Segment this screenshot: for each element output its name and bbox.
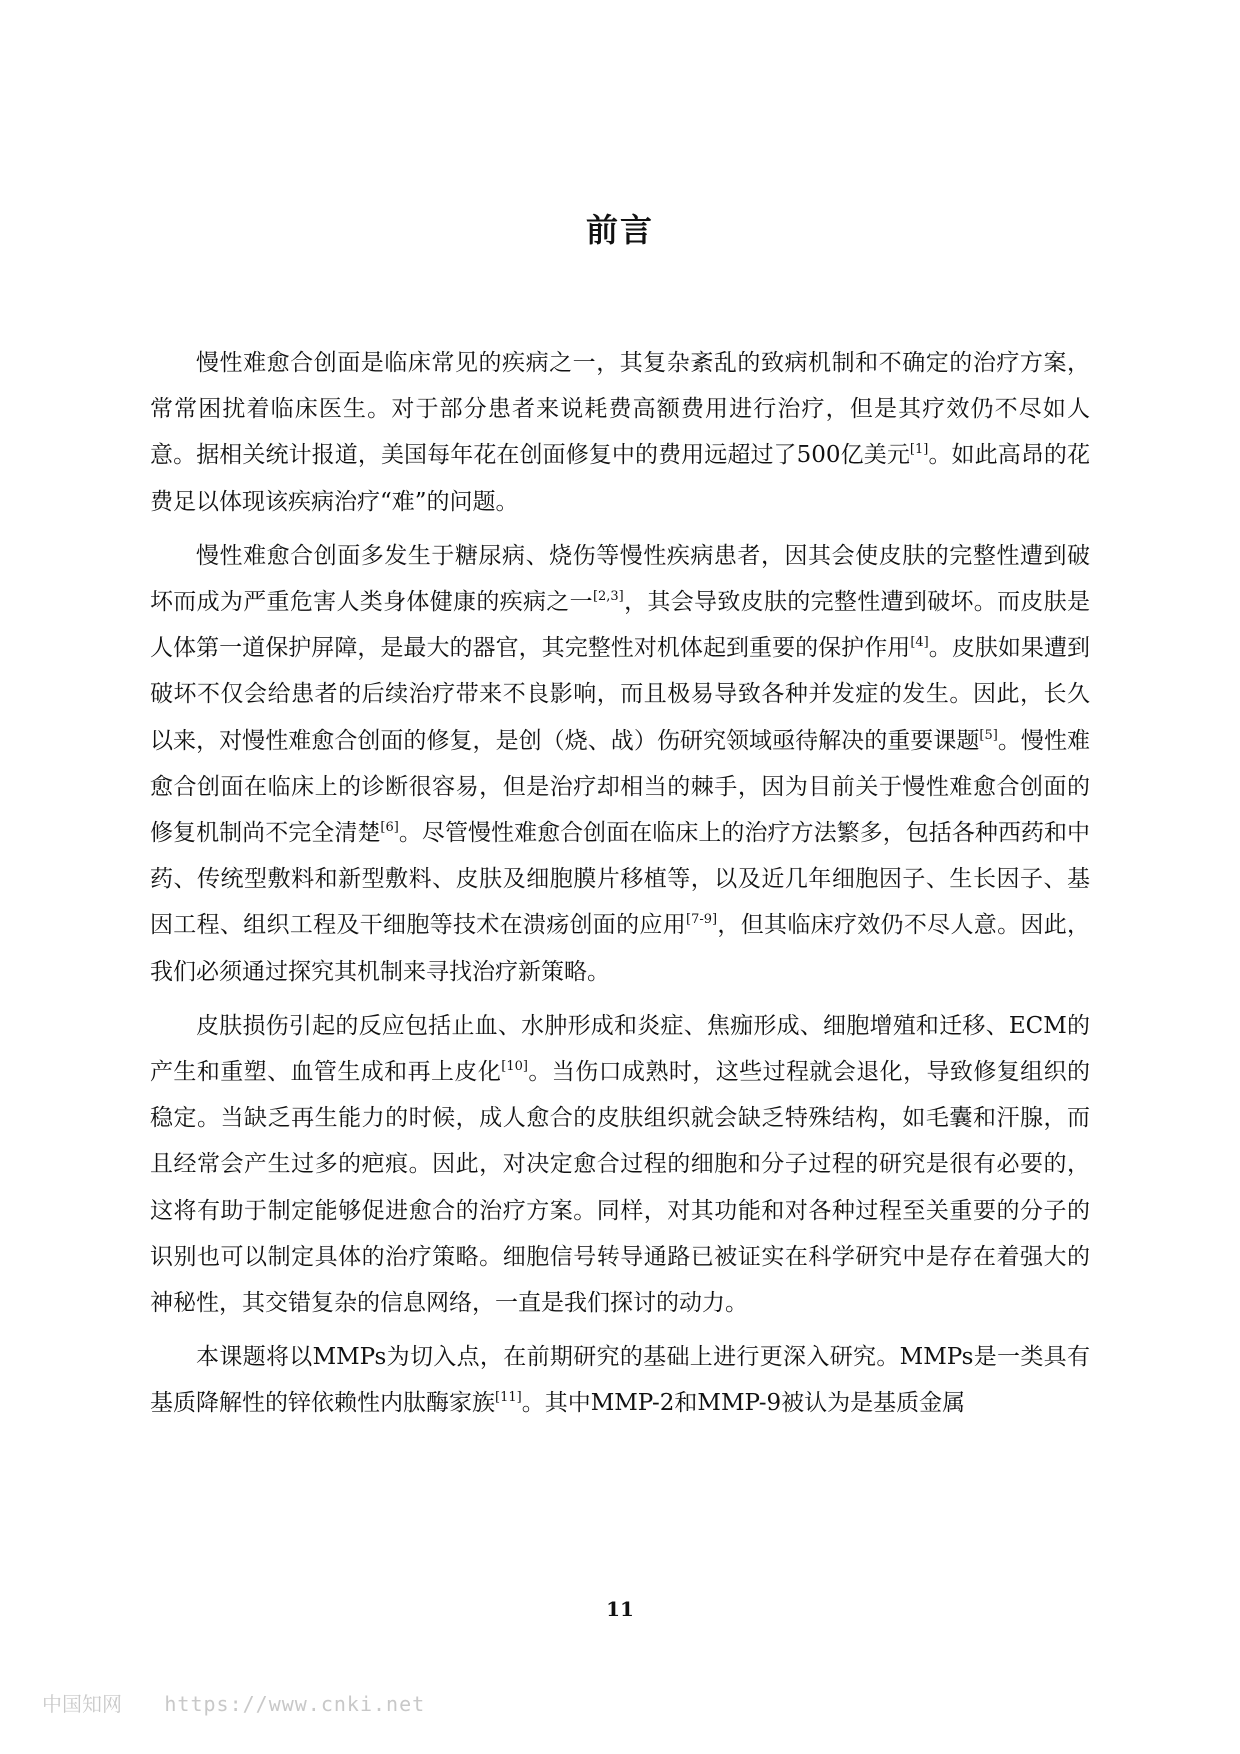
paragraph	[150, 533, 1090, 995]
text-run: ，其会导致皮肤的完整性遭到破坏。而皮肤是人体第一道保护屏障，是最大的器官，其完整性对机体起到重要的保护作用	[150, 589, 1091, 662]
text-run: 。皮肤如果遭到破坏不仅会给患者的后续治疗带来不良影响，而且极易导致各种并发症的发生。因此，长久以来，对慢性难愈合创面的修复，是创（烧、战）伤研究领域亟待解决的重要课题	[150, 635, 1091, 754]
paragraph	[150, 340, 1090, 525]
citation: [5]	[979, 727, 998, 743]
text-run: 慢性难愈合创面多发生于糖尿病、烧伤等慢性疾病患者，因其会使皮肤的完整性遭到破坏而成为严重危害人类身体健康的疾病之一	[150, 542, 1090, 616]
text-run: 。如此高昂的花费足以体现该疾病治疗“难”的问题。	[150, 442, 1091, 515]
citation: [10]	[501, 1059, 528, 1075]
watermark-site: 中国知网	[42, 1692, 122, 1716]
text-run: 。尽管慢性难愈合创面在临床上的治疗方法繁多，包括各种西药和中药、传统型敷料和新型敷料、皮肤及细胞膜片移植等，以及近几年细胞因子、生长因子、基因工程、组织工程及干细胞等技术在溃疡创面的应用	[150, 820, 1091, 939]
text-run: 慢性难愈合创面是临床常见的疾病之一，其复杂紊乱的致病机制和不确定的治疗方案，常常困扰着临床医生。对于部分患者来说耗费高额费用进行治疗，但是其疗效仍不尽如人意。据相关统计报道，美国每年花在创面修复中的费用远超过了500亿美元	[150, 350, 1090, 469]
body-text	[150, 340, 1090, 1427]
text-run: 皮肤损伤引起的反应包括止血、水肿形成和炎症、焦痂形成、细胞增殖和迁移、ECM的产生和重塑、血管生成和再上皮化	[150, 1012, 1090, 1086]
citation: [1]	[909, 442, 929, 458]
paragraph	[150, 1334, 1090, 1426]
watermark	[42, 1688, 425, 1717]
text-run: 。当伤口成熟时，这些过程就会退化，导致修复组织的稳定。当缺乏再生能力的时候，成人愈合的皮肤组织就会缺乏特殊结构，如毛囊和汗腺，而且经常会产生过多的疤痕。因此，对决定愈合过程的细胞和分子过程的研究是很有必要的，这将有助于制定能够促进愈合的治疗方案。同样，对其功能和对各种过程至关重要的分子的识别也可以制定具体的治疗策略。细胞信号转导通路已被证实在科学研究中是存在着强大的神秘性，其交错复杂的信息网络，一直是我们探讨的动力。	[150, 1059, 1091, 1317]
page-title: 前言	[585, 211, 654, 249]
text-run: 。慢性难愈合创面在临床上的诊断很容易，但是治疗却相当的棘手，因为目前关于慢性难愈合创面的修复机制尚不完全清楚	[150, 727, 1091, 847]
citation: [7-9]	[686, 912, 718, 928]
text-run: 。其中MMP-2和MMP-9被认为是基质金属	[521, 1390, 966, 1417]
citation: [2,3]	[592, 589, 624, 605]
citation: [11]	[495, 1390, 522, 1406]
watermark-url: https://www.cnki.net	[164, 1692, 426, 1716]
citation: [6]	[380, 820, 399, 836]
text-run: 本课题将以MMPs为切入点，在前期研究的基础上进行更深入研究。MMPs是一类具有基质降解性的锌依赖性内肽酶家族	[150, 1344, 1090, 1417]
page-number: 11	[606, 1597, 634, 1621]
text-run: ，但其临床疗效仍不尽人意。因此，我们必须通过探究其机制来寻找治疗新策略。	[150, 912, 1091, 985]
paragraph	[150, 1003, 1090, 1326]
citation: [4]	[910, 635, 929, 651]
